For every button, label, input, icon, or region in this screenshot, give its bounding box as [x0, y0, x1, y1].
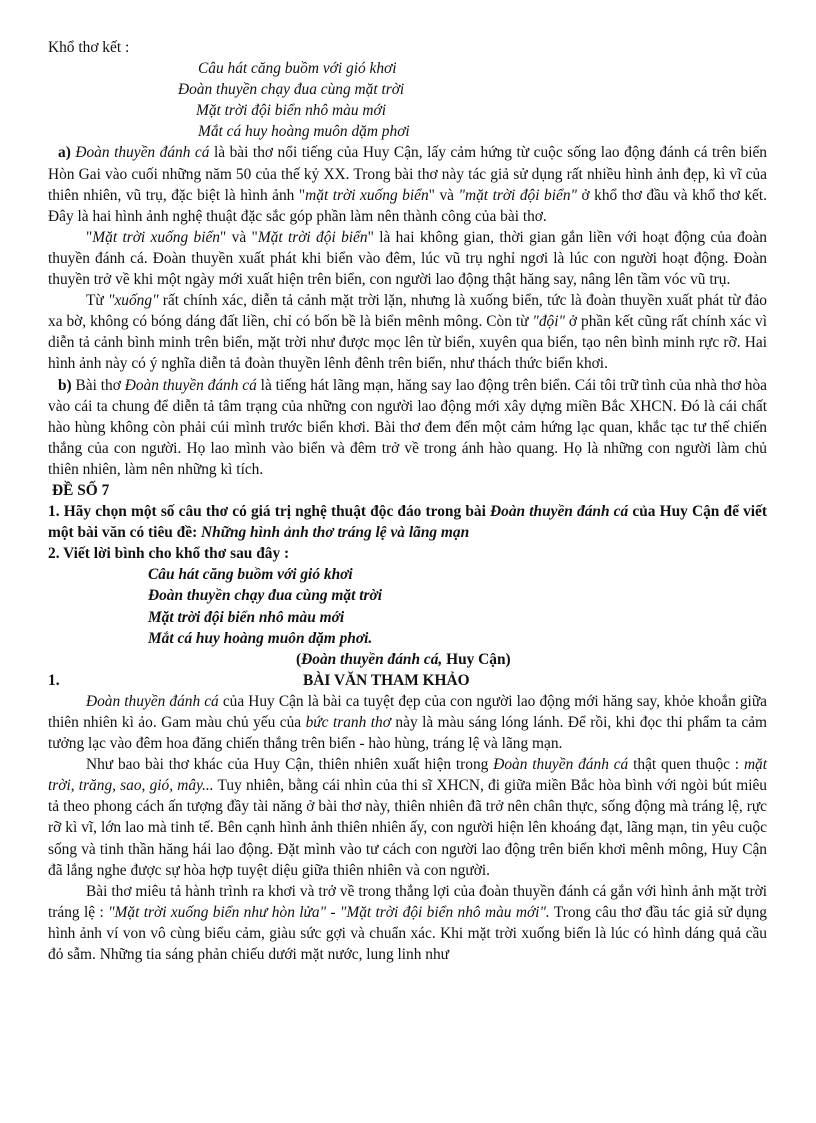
- essay-paragraph-1: Đoàn thuyền đánh cá của Huy Cận là bài ca tuyệt đẹp của con người lao động mới hăng say, khỏe khoắn giữa thiên nhiên kì ảo. Gam màu chủ yếu của bức tranh thơ này là màu sáng lóng lánh. Để rồi, khi đọc thi phẩm ta cảm tưởng lạc vào đêm hoa đăng chiến thắng trên biển - hào hùng, tráng lệ và lãng mạn.: [48, 692, 767, 753]
- poem-line: Đoàn thuyền chạy đua cùng mặt trời: [148, 587, 383, 605]
- poem-quoted-stanza: [48, 564, 767, 648]
- poem-line: Câu hát căng buồm với gió khơi: [148, 566, 353, 584]
- section-title: BÀI VĂN THAM KHẢO: [303, 671, 470, 689]
- poem-final-stanza: [48, 58, 767, 142]
- question-2: 2. Viết lời bình cho khổ thơ sau đây :: [48, 545, 290, 563]
- essay-paragraph-2: Như bao bài thơ khác của Huy Cận, thiên nhiên xuất hiện trong Đoàn thuyền đánh cá thật quen thuộc : mặt trời, trăng, sao, gió, mây... Tuy nhiên, bằng cái nhìn của thi sĩ XHCN, đi giữa miền Bắc hòa bình với ngòi bút miêu tả theo phong cách ấn tượng đầy tài năng ở bài thơ này, thiên nhiên đã trở nên chân thực, sống động mà tráng lệ, rực rỡ kì vĩ, lớn lao mà tinh tế. Bên cạnh hình ảnh thiên nhiên ấy, con người hiện lên khoáng đạt, lãng mạn, tin yêu cuộc sống và tinh thần hăng hái lao động. Đặt mình vào tư cách con người lao động trên biển khơi mênh mông, Huy Cận đã lắng nghe được sự hòa hợp tuyệt diệu giữa thiên nhiên và con người.: [48, 756, 768, 879]
- essay-paragraph-3: Bài thơ miêu tả hành trình ra khơi và trở về trong thắng lợi của đoàn thuyền đánh cá gắn với hình ảnh mặt trời tráng lệ : "Mặt trời xuống biển như hòn lửa" - "Mặt trời đội biển nhô màu mới". Trong câu thơ đầu tác giả sử dụng hình ảnh ví von vô cùng biểu cảm, giàu sức gợi và chuẩn xác. Khi mặt trời xuống biển là lúc có hình dáng quả cầu đỏ sẫm. Những tia sáng phản chiếu dưới mặt nước, lung linh như: [48, 882, 767, 964]
- paragraph-a: a) Đoàn thuyền đánh cá là bài thơ nổi tiếng của Huy Cận, lấy cảm hứng từ cuộc sống lao động đánh cá trên biển Hòn Gai vào cuối những năm 50 của thế kỷ XX. Trong bài thơ này tác giả sử dụng rất nhiều hình ảnh đẹp, kì vĩ của thiên nhiên, vũ trụ, đặc biệt là hình ảnh "mặt trời xuống biển" và "mặt trời đội biển" ở khổ thơ đầu và khổ thơ kết. Đây là hai hình ảnh nghệ thuật đặc sắc góp phần làm nên thành công của bài thơ.: [48, 144, 768, 225]
- poem-line: Mặt trời đội biển nhô màu mới: [196, 102, 386, 120]
- poem-line: Đoàn thuyền chạy đua cùng mặt trời: [178, 81, 405, 99]
- section-heading: [48, 670, 767, 691]
- poem-line: Mắt cá huy hoàng muôn dặm phơi.: [148, 629, 373, 647]
- paragraph-a2: "Mặt trời xuống biển" và "Mặt trời đội biển" là hai không gian, thời gian gắn liền với hoạt động của đoàn thuyền đánh cá. Đoàn thuyền xuất phát khi biển vào đêm, lúc vũ trụ nghỉ ngơi là lúc con người hoạt động. Đoàn thuyền trở về khi một ngày mới xuất hiện trên biển, con người lao động thật hăng say, nâng lên tầm vóc vũ trụ.: [48, 228, 767, 289]
- poem-line: Câu hát căng buồm với gió khơi: [198, 60, 397, 78]
- poem-line: Mặt trời đội biển nhô màu mới: [148, 608, 345, 626]
- section-number: 1.: [48, 671, 60, 689]
- exam-heading: ĐỀ SỐ 7: [52, 481, 110, 499]
- poem-line: Mắt cá huy hoàng muôn dặm phơi: [198, 123, 410, 141]
- document-page: [48, 37, 767, 965]
- intro-label: Khổ thơ kết :: [48, 39, 130, 56]
- paragraph-a3: Từ "xuống" rất chính xác, diễn tả cảnh mặt trời lặn, nhưng là xuống biển, tức là đoàn thuyền xuất phát từ đảo xa bờ, không có bóng dáng đất liền, chỉ có bốn bề là biển mênh mông. Còn từ "đội" ở phần kết cũng rất chính xác vì diễn tả cảnh bình minh trên biển, mặt trời như được mọc lên từ biển, xuyên qua biển, tạo nên bình minh rực rỡ. Hai hình ảnh này có ý nghĩa diễn tả đoàn thuyền lênh đênh trên biển, như thách thức biển khơi.: [48, 292, 767, 373]
- poem-source: (Đoàn thuyền đánh cá, Huy Cận): [296, 650, 511, 668]
- question-1: 1. Hãy chọn một số câu thơ có giá trị nghệ thuật độc đáo trong bài Đoàn thuyền đánh cá của Huy Cận để viết một bài văn có tiêu đề: Những hình ảnh thơ tráng lệ và lãng mạn: [48, 503, 768, 542]
- paragraph-b: b) Bài thơ Đoàn thuyền đánh cá là tiếng hát lãng mạn, hăng say lao động trên biển. Cái tôi trữ tình của nhà thơ hòa vào cái ta chung để diễn tả tâm trạng của những con người lao động mới xây dựng miền Bắc XHCN. Đó là cái chất hào hùng không còn phải cúi mình trước biển khơi. Bài thơ đem đến một cảm hứng lạc quan, khắc tạc tư thế chiến thắng của con người. Họ lao mình vào biển và đêm trở về trong ánh hào quang. Họ là những con người làm chủ thiên nhiên, làm nên những kì tích.: [48, 376, 768, 478]
